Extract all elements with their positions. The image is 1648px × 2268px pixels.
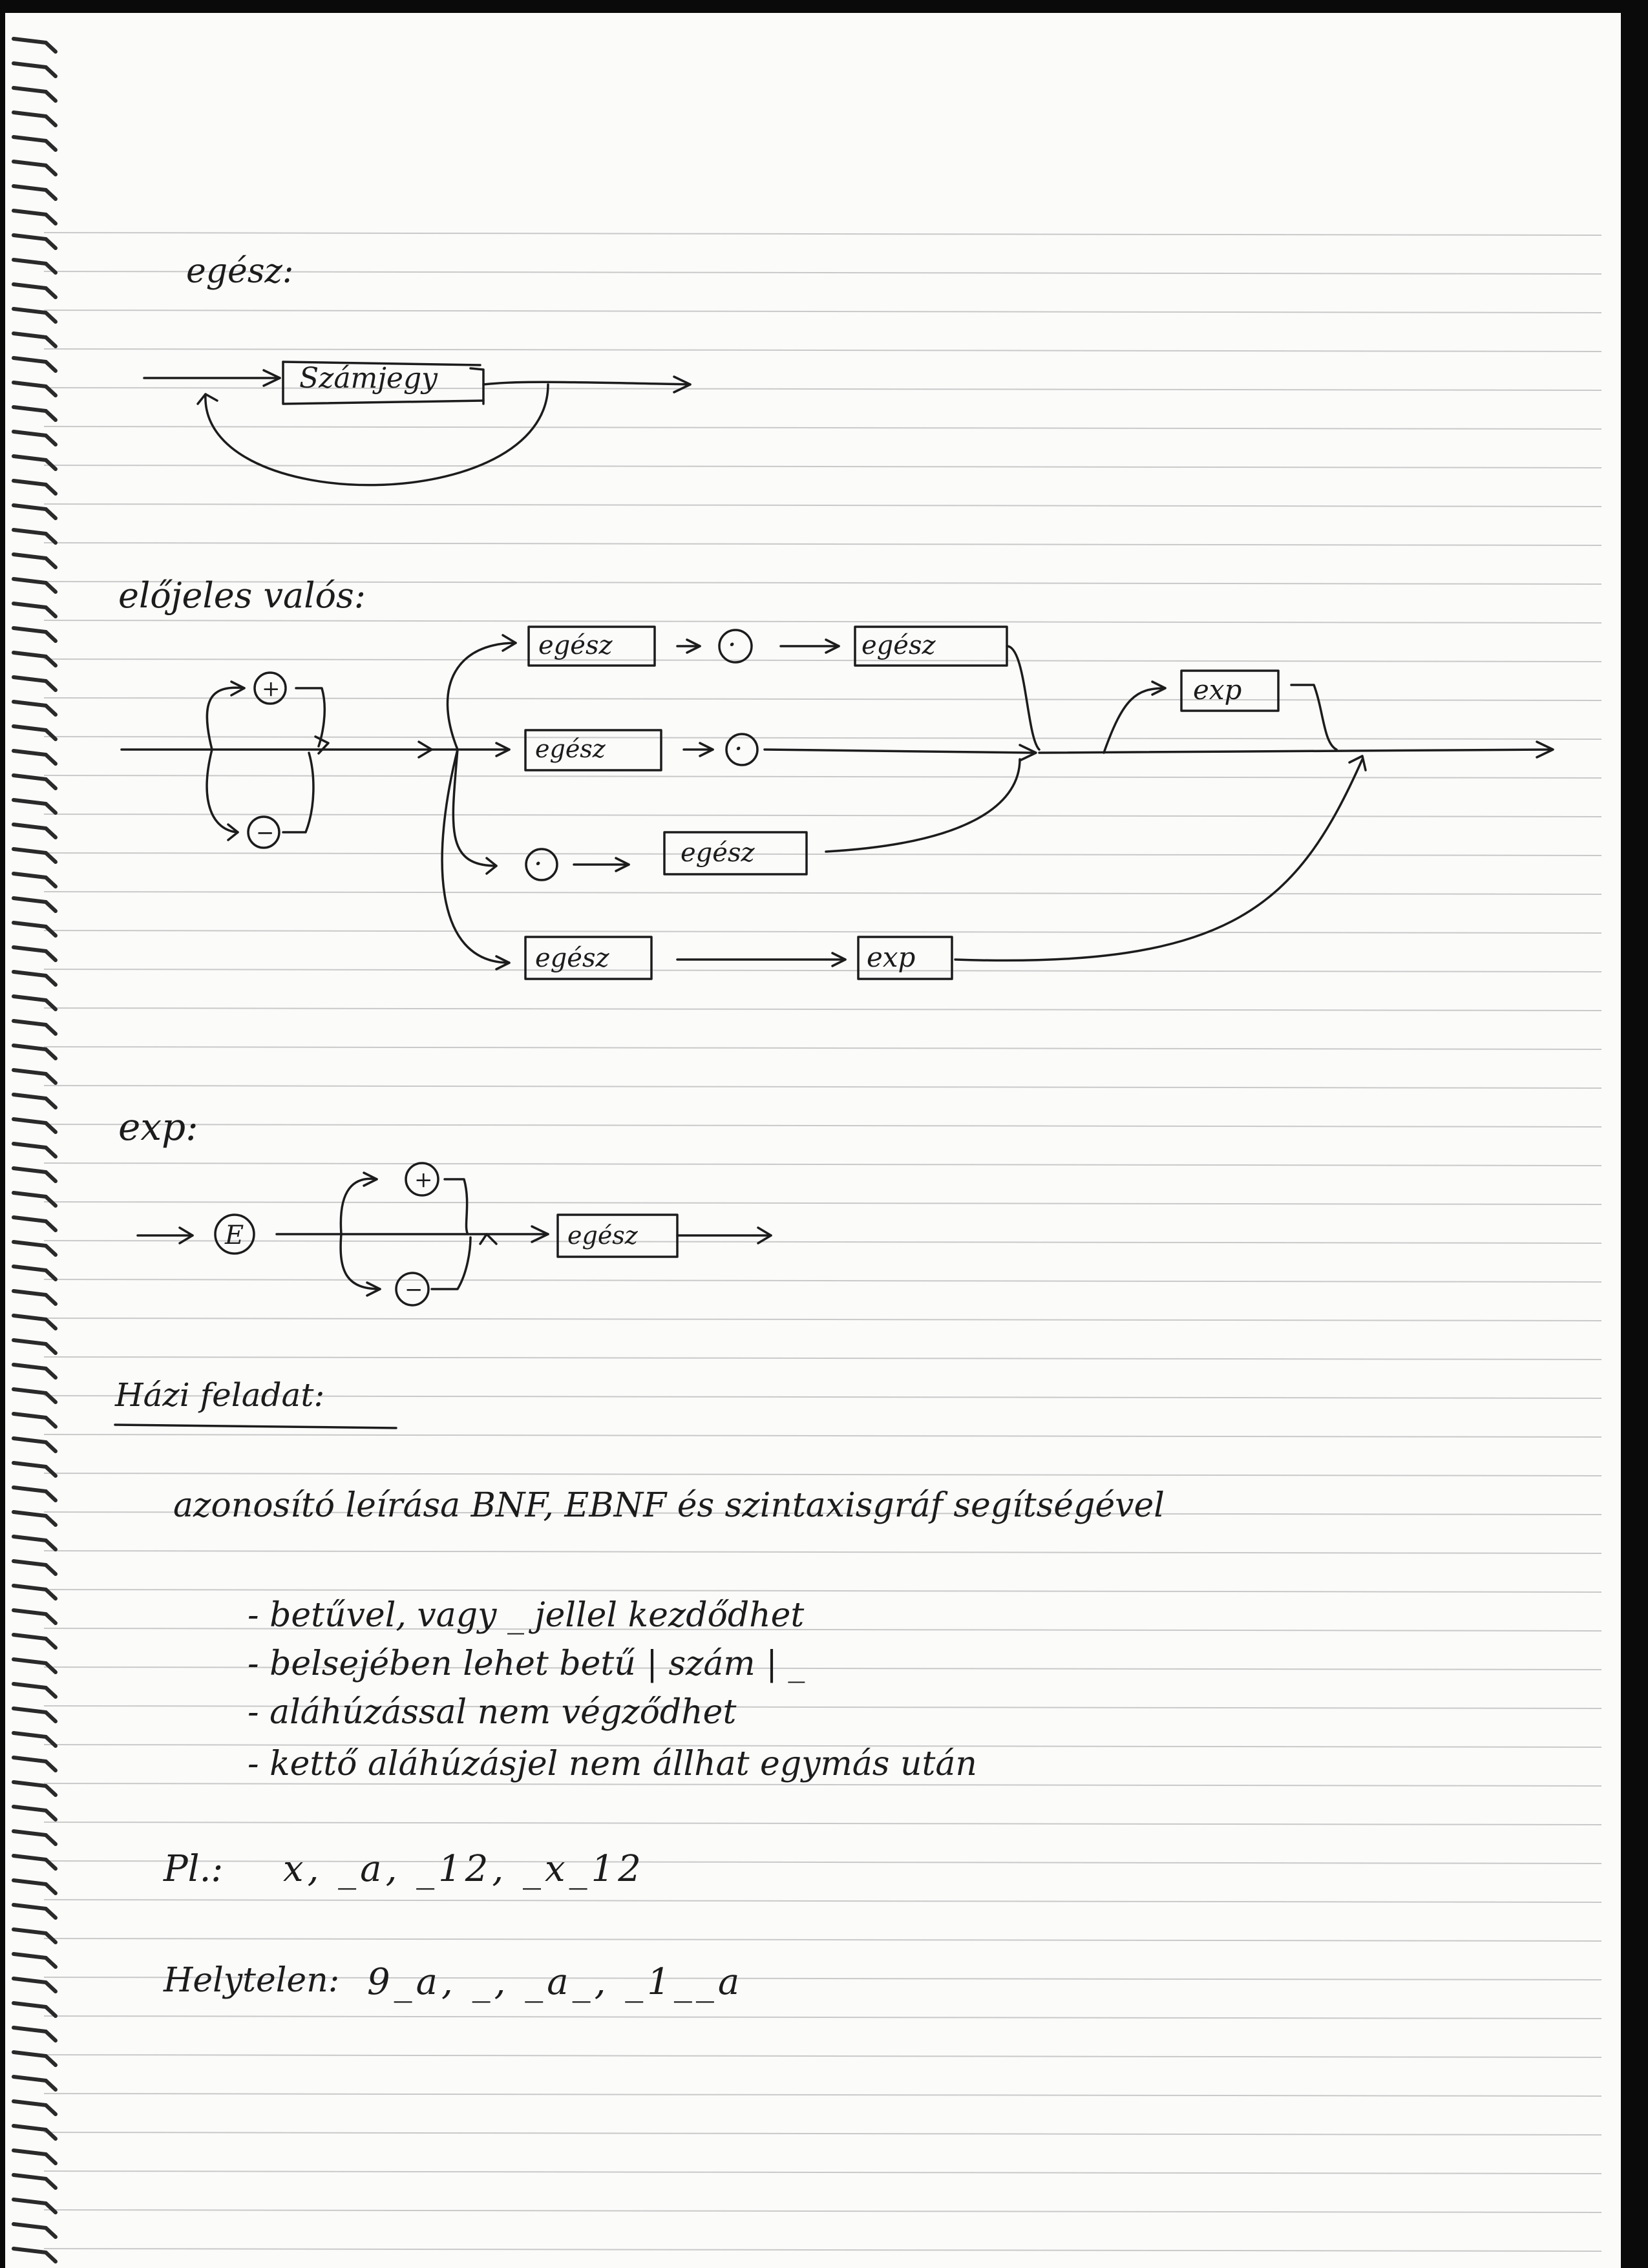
examples-values: x, _a, _12, _x_12 bbox=[283, 1848, 645, 1890]
label-szamjegy: Számjegy bbox=[299, 362, 438, 395]
hazi-underline bbox=[115, 1425, 396, 1428]
label-exp-2: exp bbox=[1193, 674, 1242, 706]
label-egesz-4: egész bbox=[681, 838, 755, 868]
label-egesz-1: egész bbox=[538, 631, 613, 660]
elojeles-valos-diagram bbox=[121, 627, 1553, 979]
homework-task: azonosító leírása BNF, EBNF és szintaxisgráf segítségével bbox=[173, 1486, 1165, 1525]
label-dot-3: · bbox=[534, 848, 543, 879]
heading-elojeles-valos: előjeles valós: bbox=[118, 575, 366, 616]
heading-hazi-feladat: Házi feladat: bbox=[115, 1376, 325, 1414]
syntax-diagrams bbox=[5, 13, 1621, 2268]
examples-label: Pl.: bbox=[164, 1848, 224, 1890]
heading-exp: exp: bbox=[118, 1105, 198, 1149]
label-minus-1: − bbox=[256, 820, 275, 846]
invalid-values: 9_a, _, _a_, _1__a bbox=[367, 1961, 744, 2003]
homework-rule-1: - betűvel, vagy _ jellel kezdődhet bbox=[248, 1596, 805, 1635]
homework-rule-4: - kettő aláhúzásjel nem állhat egymás után bbox=[248, 1745, 977, 1783]
label-exp-1: exp bbox=[867, 941, 916, 973]
label-dot-1: · bbox=[728, 629, 737, 660]
label-egesz-6: egész bbox=[567, 1221, 638, 1250]
label-dot-2: · bbox=[734, 733, 743, 764]
label-plus-2: + bbox=[414, 1167, 433, 1193]
label-egesz-5: egész bbox=[535, 943, 609, 973]
notebook-page bbox=[5, 13, 1621, 2268]
label-plus-1: + bbox=[262, 676, 280, 702]
label-egesz-3: egész bbox=[535, 735, 606, 763]
label-egesz-2: egész bbox=[861, 631, 936, 660]
invalid-label: Helytelen: bbox=[164, 1961, 340, 2000]
homework-rule-3: - aláhúzással nem végződhet bbox=[248, 1693, 737, 1732]
homework-rule-2: - belsejében lehet betű | szám | _ bbox=[248, 1644, 805, 1683]
label-E: E bbox=[225, 1221, 244, 1250]
heading-egesz: egész: bbox=[186, 252, 294, 291]
label-minus-2: − bbox=[405, 1277, 423, 1303]
